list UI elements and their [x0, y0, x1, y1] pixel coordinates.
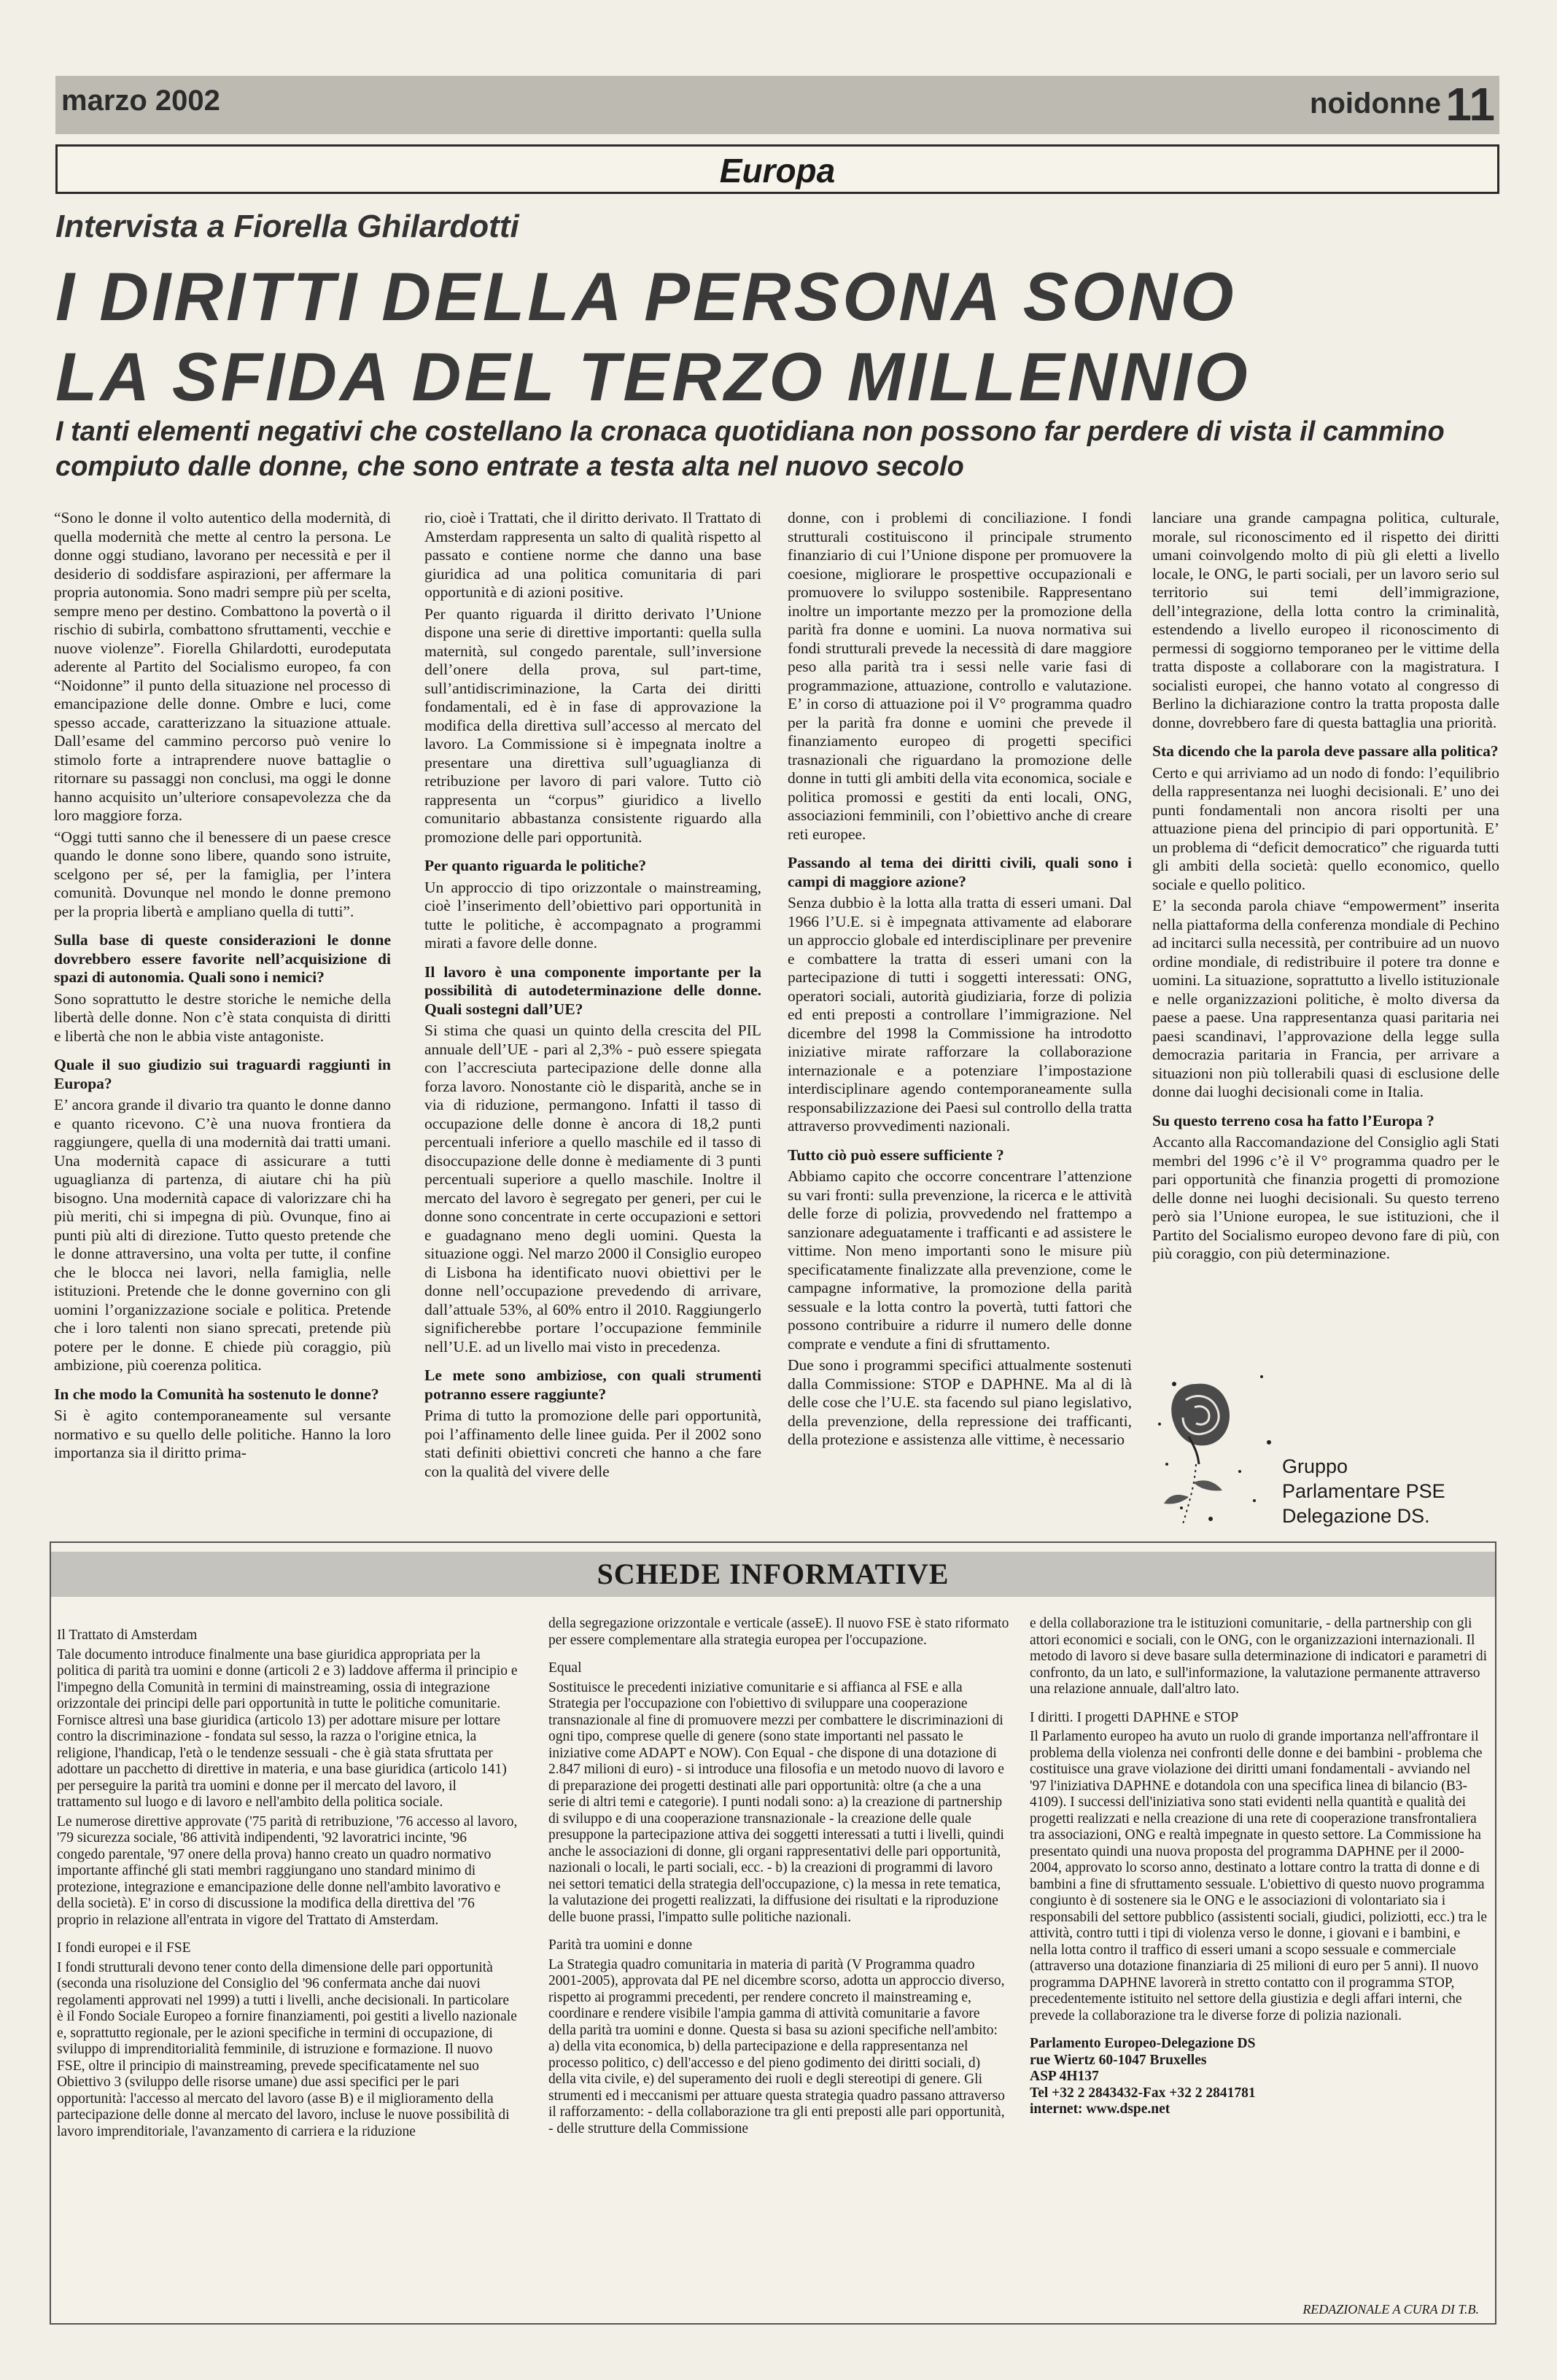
- paragraph: Le numerose direttive approvate ('75 parità di retribuzione, '76 accesso al lavoro, '79 sicurezza sociale, '86 attività indipendenti, '92 lavoratrici incinte, '96 congedo parentale, '97 onere della prova) hanno creato un quadro normativo importante affinché gli stati membri raggiungano uno standard minimo di protezione, integrazione e emancipazione delle donne nell'ambito lavorativo e della società). E' in corso di discussione la modifica della direttiva del '76 proprio in relazione all'entrata in vigore del Trattato di Amsterdam.: [57, 1813, 518, 1928]
- editorial-credit: REDAZIONALE A CURA DI T.B.: [1302, 2302, 1479, 2317]
- paragraph: E’ ancora grande il divario tra quanto le donne danno e quanto ricevono. C’è una nuova frontiera da raggiungere, quella di una modernità dai tratti umani. Una modernità capace di assicurare a tutti uguaglianza di partenza, di aiutare chi ha più bisogno. Una modernità capace di valorizzare chi ha più meriti, chi si impegna di più. Ovunque, fino ai punti più alti di direzione. Tutto questo pretende che le donne attraversino, una volta per tutte, il confine che le blocca nei lavori, nella famiglia, nelle istituzioni. Pretende che le donne governino con gli uomini l’organizzazione sociale e politica. Pretende che i loro talenti non siano sprecati, pretende più potere per le donne. E chiede più coraggio, più ambizione, più coerenza politica.: [54, 1096, 391, 1374]
- info-subtitle: Parità tra uomini e donne: [548, 1937, 693, 1953]
- article-column-3: [788, 509, 1132, 1452]
- info-subtitle: I diritti. I progetti DAPHNE e STOP: [1030, 1709, 1239, 1725]
- contact-line: rue Wiertz 60-1047 Bruxelles: [1030, 2052, 1207, 2068]
- paragraph: I fondi strutturali devono tener conto della dimensione delle pari opportunità (seconda una risoluzione del Consiglio del '96 confermata anche dai nuovi regolamenti approvati nel 1999) a tutti i livelli, anche decisionali. In particolare è il Fondo Sociale Europeo a fornire finanziamenti, poi gestiti a livello nazionale e, soprattutto regionale, per le azioni specifiche in termini di occupazione, di sviluppo di imprenditorialità femminile, di istruzione e formazione. Il nuovo FSE, oltre il principio di mainstreaming, prevede specificatamente nel suo Obiettivo 3 (sviluppo delle risorse umane) due assi specifici per le pari opportunità: l'accesso al mercato del lavoro (asse B) e il miglioramento della partecipazione delle donne al mercato del lavoro, incluse le nuove possibilità di lavoro imprenditoriale, l'avanzamento di carriera e la riduzione: [57, 1959, 517, 2139]
- headline: [55, 257, 1251, 417]
- paragraph: “Oggi tutti sanno che il benessere di un paese cresce quando le donne sono libere, quando sono istruite, scelgono per sé, per la famiglia, per l’intera comunità. Dovunque nel mondo le donne premono per la propria libertà e ampliano quella di tutti”.: [54, 828, 391, 920]
- question: Su questo terreno cosa ha fatto l’Europa ?: [1152, 1111, 1434, 1129]
- paragraph: Per quanto riguarda il diritto derivato l’Unione dispone una serie di direttive importanti: quella sulla maternità, sul congedo parentale, sull’inversione dell’onere della prova, sul part-time, sull’antidiscriminazione, la Carta dei diritti fondamentali, ed è in fase di approvazione la modifica della direttiva sull’accesso al mercato del lavoro. La Commissione si è impegnata inoltre a presentare una direttiva sull’uguaglianza di retribuzione per lavoro di pari valore. Tutto ciò rappresenta un “corpus” giuridico a livello comunitario abbastanza consistente riguardo alla promozione delle pari opportunità.: [424, 604, 761, 846]
- info-box: [50, 1541, 1496, 2325]
- info-column-1: [57, 1616, 518, 2143]
- section-banner: [55, 144, 1499, 194]
- question: Sulla base di queste considerazioni le donne dovrebbero essere favorite nell’acquisizione di spazi di autonomia. Quali sono i nemici?: [54, 931, 391, 986]
- info-subtitle: I fondi europei e il FSE: [57, 1940, 191, 1956]
- paragraph: E’ la seconda parola chiave “empowerment” inserita nella piattaforma della conferenza mondiale di Pechino ad incitarci sulla necessità, per contribuire ad un nuovo ordine mondiale, di redistribuire il potere tra donne e uomini. La situazione, soprattutto a livello istituzionale e nelle organizzazioni politiche, è molto diversa da paese a paese. Una rappresentanza quasi paritaria nei paesi scandinavi, l’approvazione della legge sulla democrazia paritaria in Francia, per arrivare a situazioni non più tollerabili quasi di esclusione delle donne dai luoghi decisionali come in Italia.: [1152, 897, 1499, 1100]
- section-title: Europa: [719, 152, 836, 190]
- publication-name: noidonne: [1310, 88, 1441, 120]
- kicker: Intervista a Fiorella Ghilardotti: [55, 209, 519, 244]
- paragraph: “Sono le donne il volto autentico della modernità, di quella modernità che mette al centro la persona. Le donne oggi studiano, lavorano per necessità e per il desiderio di soddisfare aspirazioni, per affermare la propria autonomia. Sono madri sempre più per scelta, sempre meno per destino. Combattono la povertà o il rischio di subirla, combattono sfruttamenti, vecchie e nuove violenze”. Fiorella Ghilardotti, eurodeputata aderente al Partito del Socialismo europeo, fa con “Noidonne” il punto della situazione nel processo di emancipazione delle donne. Ombre e luci, come spesso accade, caratterizzano la situazione attuale. Dall’esame del cammino percorso può venire lo stimolo forte a intraprendere nuove battaglie o ritornare su passaggi non conclusi, ma oggi le donne hanno acquisito un’ulteriore consapevolezza che da loro maggiore forza.: [54, 509, 391, 824]
- article-column-2: [424, 509, 761, 1484]
- paragraph: rio, cioè i Trattati, che il diritto derivato. Il Trattato di Amsterdam rappresenta un salto di qualità rispetto al passato e contiene norme che danno una base giuridica ad una politica comunitaria di pari opportunità e di azioni positive.: [424, 509, 761, 601]
- contact-line: Parlamento Europeo-Delegazione DS: [1030, 2036, 1256, 2051]
- contact-block: [1030, 2036, 1488, 2118]
- question: Le mete sono ambiziose, con quali strumenti potranno essere raggiunte?: [424, 1366, 761, 1403]
- article-column-4: [1152, 509, 1499, 1267]
- signature-caption: [1282, 1454, 1445, 1528]
- paragraph: della segregazione orizzontale e verticale (asseE). Il nuovo FSE è stato riformato per essere complementare alla strategia europea per l'occupazione.: [548, 1616, 1009, 1648]
- issue-date: marzo 2002: [61, 85, 220, 117]
- info-subtitle: Il Trattato di Amsterdam: [57, 1628, 198, 1643]
- contact-line: ASP 4H137: [1030, 2069, 1099, 2084]
- paragraph: Sono soprattutto le destre storiche le nemiche della libertà delle donne. Non c’è stata conquista di diritti e libertà che non le abbia viste antagoniste.: [54, 989, 391, 1045]
- info-subtitle: Equal: [548, 1660, 582, 1676]
- question: Tutto ciò può essere sufficiente ?: [788, 1146, 1004, 1164]
- masthead: [55, 76, 1499, 134]
- paragraph: Certo e qui arriviamo ad un nodo di fondo: l’equilibrio della rappresentanza nei luoghi decisionali. E’ uno dei punti fondamentali non ancora risolti per una attuazione piena del principio di pari opportunità. E’ un problema di “deficit democratico” che riguarda tutti gli ambiti della società: quello economico, quello sociale e quello politico.: [1152, 763, 1499, 893]
- paragraph: Prima di tutto la promozione delle pari opportunità, poi l’affinamento delle linee guida. Per il 2002 sono stati definiti obiettivi concreti che hanno a che fare con la qualità del vivere delle: [424, 1407, 761, 1480]
- question: Quale il suo giudizio sui traguardi raggiunti in Europa?: [54, 1056, 391, 1092]
- rose-icon: [1152, 1355, 1284, 1530]
- info-column-3: [1030, 1616, 1488, 2118]
- paragraph: e della collaborazione tra le istituzioni comunitarie, - della partnership con gli attori economici e sociali, con le ONG, con le organizzazioni internazionali. Il metodo di lavoro si deve basare sulla determinazione di indicatori e parametri di confronto, da un lato, e sull'informazione, la valutazione permanente attraverso una relazione annuale, dall'altro lato.: [1030, 1616, 1488, 1697]
- paragraph: lanciare una grande campagna politica, culturale, morale, sul riconoscimento ed il rispetto dei diritti umani coinvolgendo molto di più gli eletti a livello locale, le ONG, le parti sociali, per un lavoro serio sul territorio sui temi dell’immigrazione, dell’integrazione, della lotta contro la criminalità, estendendo a livello europeo il riconoscimento di permessi di soggiorno temporaneo per le vittime della tratta disposte a collaborare con la magistratura. I socialisti europei, che hanno votato al congresso di Berlino la dichiarazione contro la tratta proposta dalle donne, dovrebbero fare di questa battaglia una priorità.: [1152, 509, 1499, 731]
- paragraph: Accanto alla Raccomandazione del Consiglio agli Stati membri del 1996 c’è il V° programma quadro per le pari opportunità che finanzia progetti di promozione delle donne nei luoghi decisionali. Su questo terreno però sia l’Unione europea, le sue istituzioni, che il Partito del Socialismo europeo devono fare di più, con più coraggio, con più determinazione.: [1152, 1133, 1499, 1262]
- subheadline: I tanti elementi negativi che costellano la cronaca quotidiana non possono far perdere di vista il cammino compiuto dalle donne, che sono entrate a testa alta nel nuovo secolo: [55, 416, 1445, 482]
- paragraph: Si stima che quasi un quinto della crescita del PIL annuale dell’UE - pari al 2,3% - può essere spiegata con l’accresciuta partecipazione delle donne alla forza lavoro. Nonostante ciò le disparità, anche se in via di riduzione, permangono. Infatti il tasso di occupazione delle donne è ancora di 18,2 punti percentuali inferiore a quello maschile ed il tasso di disoccupazione delle donne è mediamente di 3 punti percentuali superiore a quello maschile. Inoltre il mercato del lavoro è segregato per generi, per cui le donne sono concentrate in certe occupazioni e settori e guadagnano meno degli uomini. Questa la situazione oggi. Nel marzo 2000 il Consiglio europeo di Lisbona ha identificato nuovi obiettivi per le donne nell’occupazione prevedendo di arrivare, dall’attuale 53%, al 60% entro il 2010. Raggiungerlo significherebbe portare l’occupazione femminile nell’U.E. ad un livello mai visto in precedenza.: [424, 1022, 761, 1356]
- caption-line: Delegazione DS.: [1282, 1505, 1430, 1527]
- caption-line: Gruppo: [1282, 1455, 1348, 1477]
- info-box-title: SCHEDE INFORMATIVE: [51, 1552, 1495, 1597]
- info-column-2: [548, 1616, 1009, 2140]
- headline-line-2: LA SFIDA DEL TERZO MILLENNIO: [55, 338, 1251, 415]
- article-column-1: [54, 509, 391, 1466]
- paragraph: Tale documento introduce finalmente una base giuridica appropriata per la politica di parità tra uomini e donne (articoli 2 e 3) laddove afferma il principio e l'impegno della Comunità in termini di mainstreaming, ossia di integrazione orizzontale dei principi delle pari opportunità in tutte le politiche comunitarie. Fornisce altresì una base giuridica (articolo 13) per adottare misure per lottare contro la discriminazione - fondata sul sesso, la razza o l'origine etnica, la religione, l'handicap, l'età o le tendenze sessuali - che è già stata sfruttata per adottare un pacchetto di direttive in materia, e una base giuridica (articolo 141) per perseguire la parità tra uomini e donne per il mercato del lavoro, il trattamento sul luogo e di lavoro e nell'ambito della politica sociale.: [57, 1646, 518, 1810]
- contact-line: Tel +32 2 2843432-Fax +32 2 2841781: [1030, 2085, 1256, 2101]
- paragraph: La Strategia quadro comunitaria in materia di parità (V Programma quadro 2001-2005), approvata dal PE nel dicembre scorso, adotta un approccio diverso, rispetto ai programmi precedenti, per rendere concreto il mainstreaming e, coordinare e rendere visibile l'ampia gamma di attività comunitarie a favore della parità tra uomini e donne. Questa si basa su azioni specifiche nell'ambito: a) della vita economica, b) della partecipazione e della rappresentanza nel processo politico, c) dell'accesso e del pieno godimento dei diritti sociali, d) della vita civile, e) del superamento dei ruoli e degli stereotipi di genere. Gli strumenti ed i meccanismi per attuare questa strategia quadro passano attraverso il rafforzamento: - della collaborazione tra gli enti preposti alle pari opportunità, - delle strutture della Commissione: [548, 1956, 1005, 2136]
- paragraph: Abbiamo capito che occorre concentrare l’attenzione su vari fronti: sulla prevenzione, la ricerca e le attività delle forze di polizia, provvedendo nel frattempo a sanzionare adeguatamente i trafficanti e ad assistere le vittime. Non meno importanti sono le misure più specificatamente finalizzate alla prevenzione, come le campagne informative, la promozione della parità sessuale e la lotta contro la povertà, tutti fattori che possono contribuire a ridurre il numero delle donne comprate e vendute a fini di sfruttamento.: [788, 1167, 1132, 1353]
- contact-line: internet: www.dspe.net: [1030, 2101, 1170, 2117]
- paragraph: Si è agito contemporaneamente sul versante normativo e su quello delle politiche. Hanno la loro importanza sia il diritto prima-: [54, 1407, 391, 1461]
- paragraph: donne, con i problemi di conciliazione. I fondi strutturali costituiscono il principale strumento finanziario di cui l’Unione dispone per promuovere la coesione, migliorare le prospettive occupazionali e promuovere lo sviluppo sostenibile. Rappresentano inoltre un importante mezzo per la promozione della parità fra donne e uomini. La nuova normativa sui fondi strutturali prevede la necessità di dare maggiore peso alla parità tra i sessi nelle varie fasi di programmazione, attuazione, controllo e valutazione. E’ in corso di attuazione poi il V° programma quadro per la parità fra donne e uomini che prevede il finanziamento europeo di progetti specifici trasnazionali che riguardano la promozione delle donne in tutti gli ambiti della vita economica, sociale e politica promossi e gestiti da enti locali, ONG, associazioni femminili, con l’obiettivo anche di creare reti europee.: [788, 509, 1132, 843]
- question: Il lavoro è una componente importante per la possibilità di autodeterminazione delle donne. Quali sostegni dall’UE?: [424, 962, 761, 1018]
- question: Sta dicendo che la parola deve passare alla politica?: [1152, 742, 1499, 760]
- paragraph: Senza dubbio è la lotta alla tratta di esseri umani. Dal 1966 l’U.E. si è impegnata attivamente ad elaborare un approccio globale ed interdisciplinare per prevenire e combattere la tratta di esseri umani con la partecipazione di tutti i soggetti interessati: ONG, operatori sociali, autorità giudiziaria, forze di polizia ed enti preposti a controllare l’immigrazione. Nel dicembre del 1998 la Commissione ha introdotto iniziative mirate rafforzare la collaborazione internazionale e a potenziare l’impostazione interdisciplinare agendo contemporaneamente sulla responsabilizzazione dei Paesi sul controllo della tratta attraverso provvedimenti nazionali.: [788, 894, 1132, 1135]
- question: Per quanto riguarda le politiche?: [424, 857, 647, 874]
- page-number: 11: [1445, 78, 1495, 131]
- paragraph: Sostituisce le precedenti iniziative comunitarie e si affianca al FSE e alla Strategia per l'occupazione con l'obiettivo di sviluppare una cooperazione transnazionale al fine di promuovere mezzi per combattere le discriminazioni di ogni tipo, comprese quelle di genere (sono state importanti nel passato le iniziative come ADAPT e NOW). Con Equal - che dispone di una dotazione di 2.847 milioni di euro) - si introduce una filosofia e un metodo nuovo di lavoro e di preparazione dei progetti destinati alle pari opportunità: oltre (a che a una serie di altri temi e categorie). I punti nodali sono: a) la creazione di partnership di sviluppo e di una cooperazione transnazionale - la creazione delle quale presuppone la partecipazione attiva dei soggetti interessati a tutti i livelli, quindi anche le associazioni di donne, gli organi rappresentativi delle pari opportunità, nazionali o locali, le parti sociali, ecc. - b) la creazioni di programmi di lavoro nei settori tematici della strategia dell'occupazione, c) la messa in rete tematica, la valutazione dei progetti realizzati, la diffusione dei risultati e la riproduzione delle buone prassi, l'impatto sulle politiche nazionali.: [548, 1679, 1004, 1925]
- paragraph: Un approccio di tipo orizzontale o mainstreaming, cioè l’inserimento dell’obiettivo pari opportunità in tutte le politiche, è accompagnato a programmi mirati a favore delle donne.: [424, 878, 761, 952]
- paragraph: Due sono i programmi specifici attualmente sostenuti dalla Commissione: STOP e DAPHNE. Ma al di là delle cose che l’U.E. sta facendo sul piano legislativo, della prevenzione, della repressione dei trafficanti, della protezione e assistenza alle vittime, è necessario: [788, 1356, 1132, 1448]
- question: Passando al tema dei diritti civili, quali sono i campi di maggiore azione?: [788, 854, 1132, 890]
- headline-line-1: I DIRITTI DELLA PERSONA SONO: [55, 258, 1237, 335]
- question: In che modo la Comunità ha sostenuto le donne?: [54, 1385, 379, 1403]
- caption-line: Parlamentare PSE: [1282, 1480, 1445, 1502]
- paragraph: Il Parlamento europeo ha avuto un ruolo di grande importanza nell'affrontare il problema della violenza nei confronti delle donne e dei bambini - problema che costituisce una grave violazione dei diritti umani fondamentali - avviando nel '97 l'iniziativa DAPHNE e dotandola con una specifica linea di bilancio (B3-4109). I successi dell'iniziativa sono stati evidenti nella quantità e qualità dei progetti realizzati e nella creazione di una rete di cooperazione transfrontaliera tra associazioni, ONG e realtà impegnate in questo settore. La Commissione ha presentato quindi una nuova proposta del programma DAPHNE per il 2000-2004, approvato lo scorso anno, destinato a lottare contro la tratta di donne e di bambini a fine di sfruttamento sessuale. L'obiettivo di questo nuovo programma congiunto è di sostenere sia le ONG e le associazioni di volontariato sia i responsabili del settore pubblico (assistenti sociali, giudici, poliziotti, ecc.) tra le attività, contro tutti i tipi di violenza verso le donne, i giovani e i bambini, e nella lotta contro il traffico di esseri umani a scopo sessuale e commerciale (attraverso una dotazione finanziaria di 25 milioni di euro per 5 anni). Il nuovo programma DAPHNE lavorerà in stretto contatto con il programma STOP, precedentemente istituito nel settore della giustizia e degli affari interni, che prevede la collaborazione tra le diverse forze di polizia nazionali.: [1030, 1729, 1488, 2023]
